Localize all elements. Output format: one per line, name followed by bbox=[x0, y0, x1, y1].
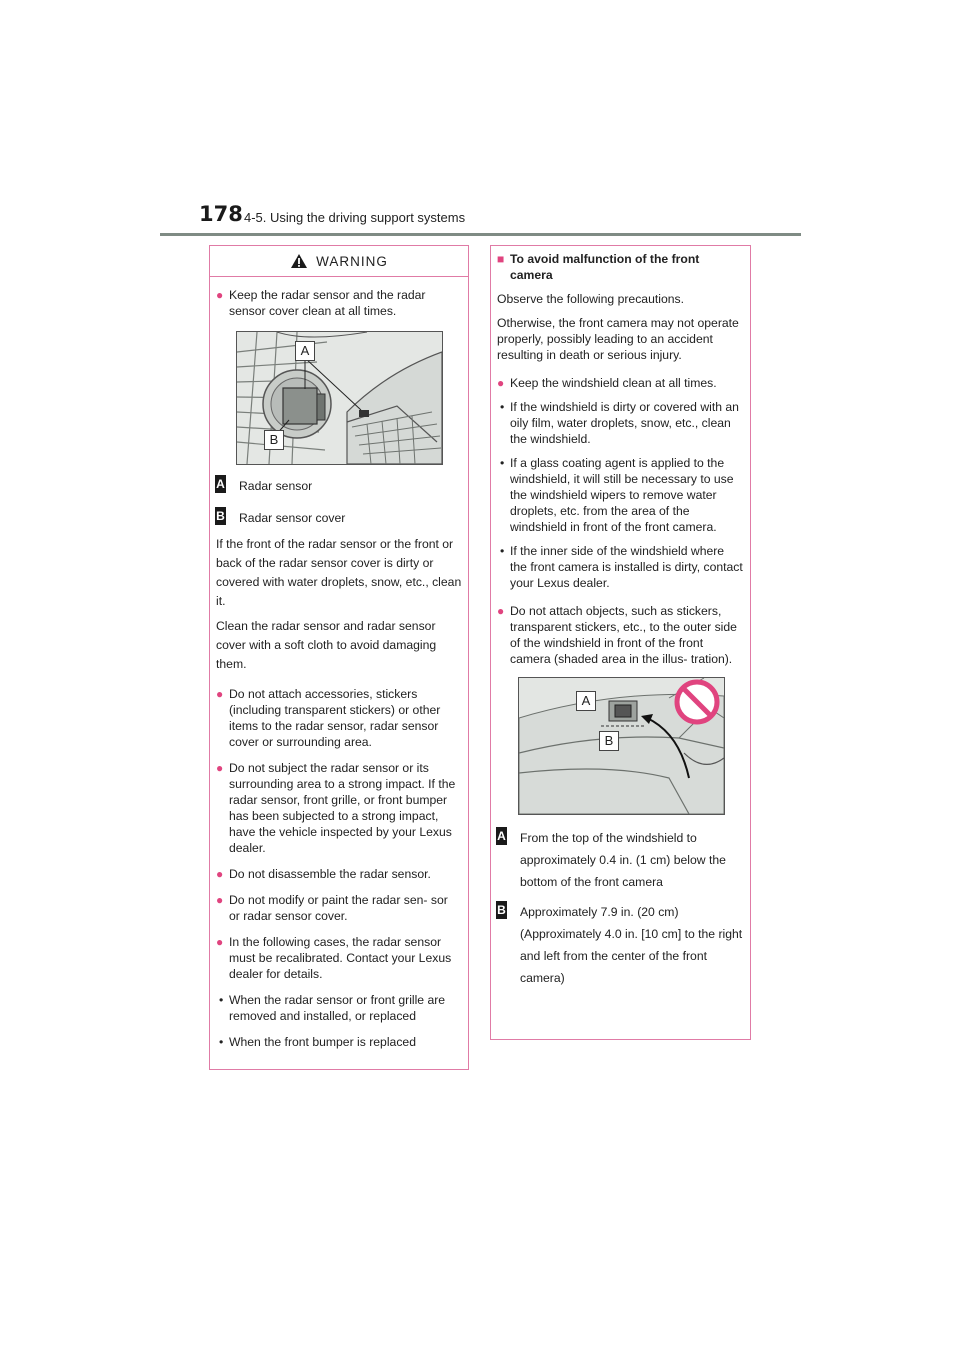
legend-radar-sensor-cover bbox=[216, 507, 462, 529]
camera-bullet-stickers bbox=[497, 603, 744, 667]
legend-tag-b: B bbox=[497, 903, 506, 917]
legend-text: Approximately 7.9 in. (20 cm) (Approximately 4.0 in. [10 cm] to the right and left from the center of the front camera) bbox=[520, 905, 743, 985]
recalibrate-case-grille bbox=[216, 992, 462, 1024]
dot-text: If a glass coating agent is applied to the windshield, it will still be necessary to use the windshield wipers to remove water droplets, etc. from the area of the windshield in front of the front camera. bbox=[510, 456, 734, 534]
legend-tag-b: B bbox=[216, 509, 225, 523]
bullet-icon: ● bbox=[216, 761, 224, 775]
front-camera-box bbox=[490, 245, 751, 1040]
section-title: 4-5. Using the driving support systems bbox=[244, 210, 466, 225]
figure-callout-a: A bbox=[295, 341, 315, 361]
warning-header bbox=[210, 246, 468, 277]
bullet-text: Do not subject the radar sensor or its surrounding area to a strong impact. If the radar sensor, front grille, or front bumper has been subjected to a strong impact, have the vehicle inspected by your Lexus dealer. bbox=[229, 761, 456, 855]
bullet-text: Do not modify or paint the radar sen- sor or radar sensor cover. bbox=[229, 893, 448, 923]
bullet-icon: ● bbox=[216, 687, 224, 701]
bullet-text: Do not attach objects, such as stickers, transparent stickers, etc., to the outer side of the windshield in front of the front camera (shaded area in the illus- tration). bbox=[510, 604, 737, 666]
bullet-text: Keep the windshield clean at all times. bbox=[510, 376, 717, 390]
dot-text: When the front bumper is replaced bbox=[229, 1035, 416, 1049]
bullet-icon: ● bbox=[497, 604, 505, 618]
legend-text: Radar sensor cover bbox=[239, 511, 346, 525]
bullet-icon: ● bbox=[216, 935, 224, 949]
legend-tag-a: A bbox=[216, 477, 225, 491]
front-camera-heading bbox=[497, 251, 744, 283]
camera-paragraph-observe: Observe the following precautions. bbox=[497, 292, 684, 306]
legend-tag-a: A bbox=[497, 829, 506, 843]
warning-triangle-icon bbox=[290, 253, 308, 269]
camera-case-dirty bbox=[497, 399, 744, 447]
camera-case-inner-side bbox=[497, 543, 744, 591]
camera-paragraph-otherwise: Otherwise, the front camera may not operate properly, possibly leading to an accident resulting in death or serious injury. bbox=[497, 316, 739, 362]
camera-case-coating bbox=[497, 455, 744, 535]
warning-paragraph-cloth: Clean the radar sensor and radar sensor cover with a soft cloth to avoid damaging them. bbox=[216, 619, 437, 671]
dot-icon: • bbox=[500, 456, 505, 470]
recalibrate-case-bumper bbox=[216, 1034, 462, 1050]
figure-callout-a: A bbox=[576, 691, 596, 711]
bullet-icon: ● bbox=[497, 376, 505, 390]
dot-icon: • bbox=[500, 400, 505, 414]
dot-icon: • bbox=[219, 1035, 224, 1049]
warning-paragraph-clean: If the front of the radar sensor or the front or back of the radar sensor cover is dirty or covered with water droplets, snow, etc., clean it. bbox=[216, 537, 462, 608]
dot-icon: • bbox=[219, 993, 224, 1007]
figure-callout-b: B bbox=[264, 430, 284, 450]
figure-callout-b: B bbox=[599, 731, 619, 751]
legend-approximate-width bbox=[497, 901, 744, 989]
legend-text: From the top of the windshield to approximately 0.4 in. (1 cm) below the bottom of the front camera bbox=[520, 831, 726, 889]
bullet-icon: ● bbox=[216, 288, 224, 302]
square-bullet-icon: ■ bbox=[497, 252, 505, 266]
bullet-text: Do not disassemble the radar sensor. bbox=[229, 867, 431, 881]
legend-radar-sensor bbox=[216, 475, 462, 497]
dot-icon: • bbox=[500, 544, 505, 558]
bullet-icon: ● bbox=[216, 893, 224, 907]
front-camera-figure bbox=[518, 677, 725, 815]
radar-sensor-figure bbox=[236, 331, 443, 465]
page-number: 178 bbox=[199, 202, 243, 226]
bullet-text: Do not attach accessories, stickers (including transparent stickers) or other items to the radar sensor, radar sensor cover or surrounding area. bbox=[229, 687, 441, 749]
legend-windshield-top bbox=[497, 827, 744, 893]
warning-bullet-recalibrate bbox=[216, 934, 462, 982]
header-rule bbox=[160, 233, 801, 236]
warning-bullet-accessories bbox=[216, 686, 462, 750]
dot-text: If the windshield is dirty or covered with an oily film, water droplets, snow, etc., clean the windshield. bbox=[510, 400, 739, 446]
dot-text: If the inner side of the windshield where the front camera is installed is dirty, contact your Lexus dealer. bbox=[510, 544, 743, 590]
heading-text: To avoid malfunction of the front camera bbox=[510, 252, 700, 282]
warning-bullet-modify bbox=[216, 892, 462, 924]
warning-bullet-disassemble bbox=[216, 866, 462, 882]
bullet-text: Keep the radar sensor and the radar sensor cover clean at all times. bbox=[229, 288, 426, 318]
windshield-illustration bbox=[519, 678, 724, 814]
bullet-text: In the following cases, the radar sensor must be recalibrated. Contact your Lexus dealer for details. bbox=[229, 935, 452, 981]
camera-bullet-clean bbox=[497, 375, 744, 391]
warning-title: WARNING bbox=[316, 253, 388, 269]
warning-bullet-impact bbox=[216, 760, 462, 856]
bullet-icon: ● bbox=[216, 867, 224, 881]
warning-bullet-clean bbox=[216, 287, 462, 319]
legend-text: Radar sensor bbox=[239, 479, 313, 493]
warning-box bbox=[209, 245, 469, 1070]
dot-text: When the radar sensor or front grille are removed and installed, or replaced bbox=[229, 993, 446, 1023]
